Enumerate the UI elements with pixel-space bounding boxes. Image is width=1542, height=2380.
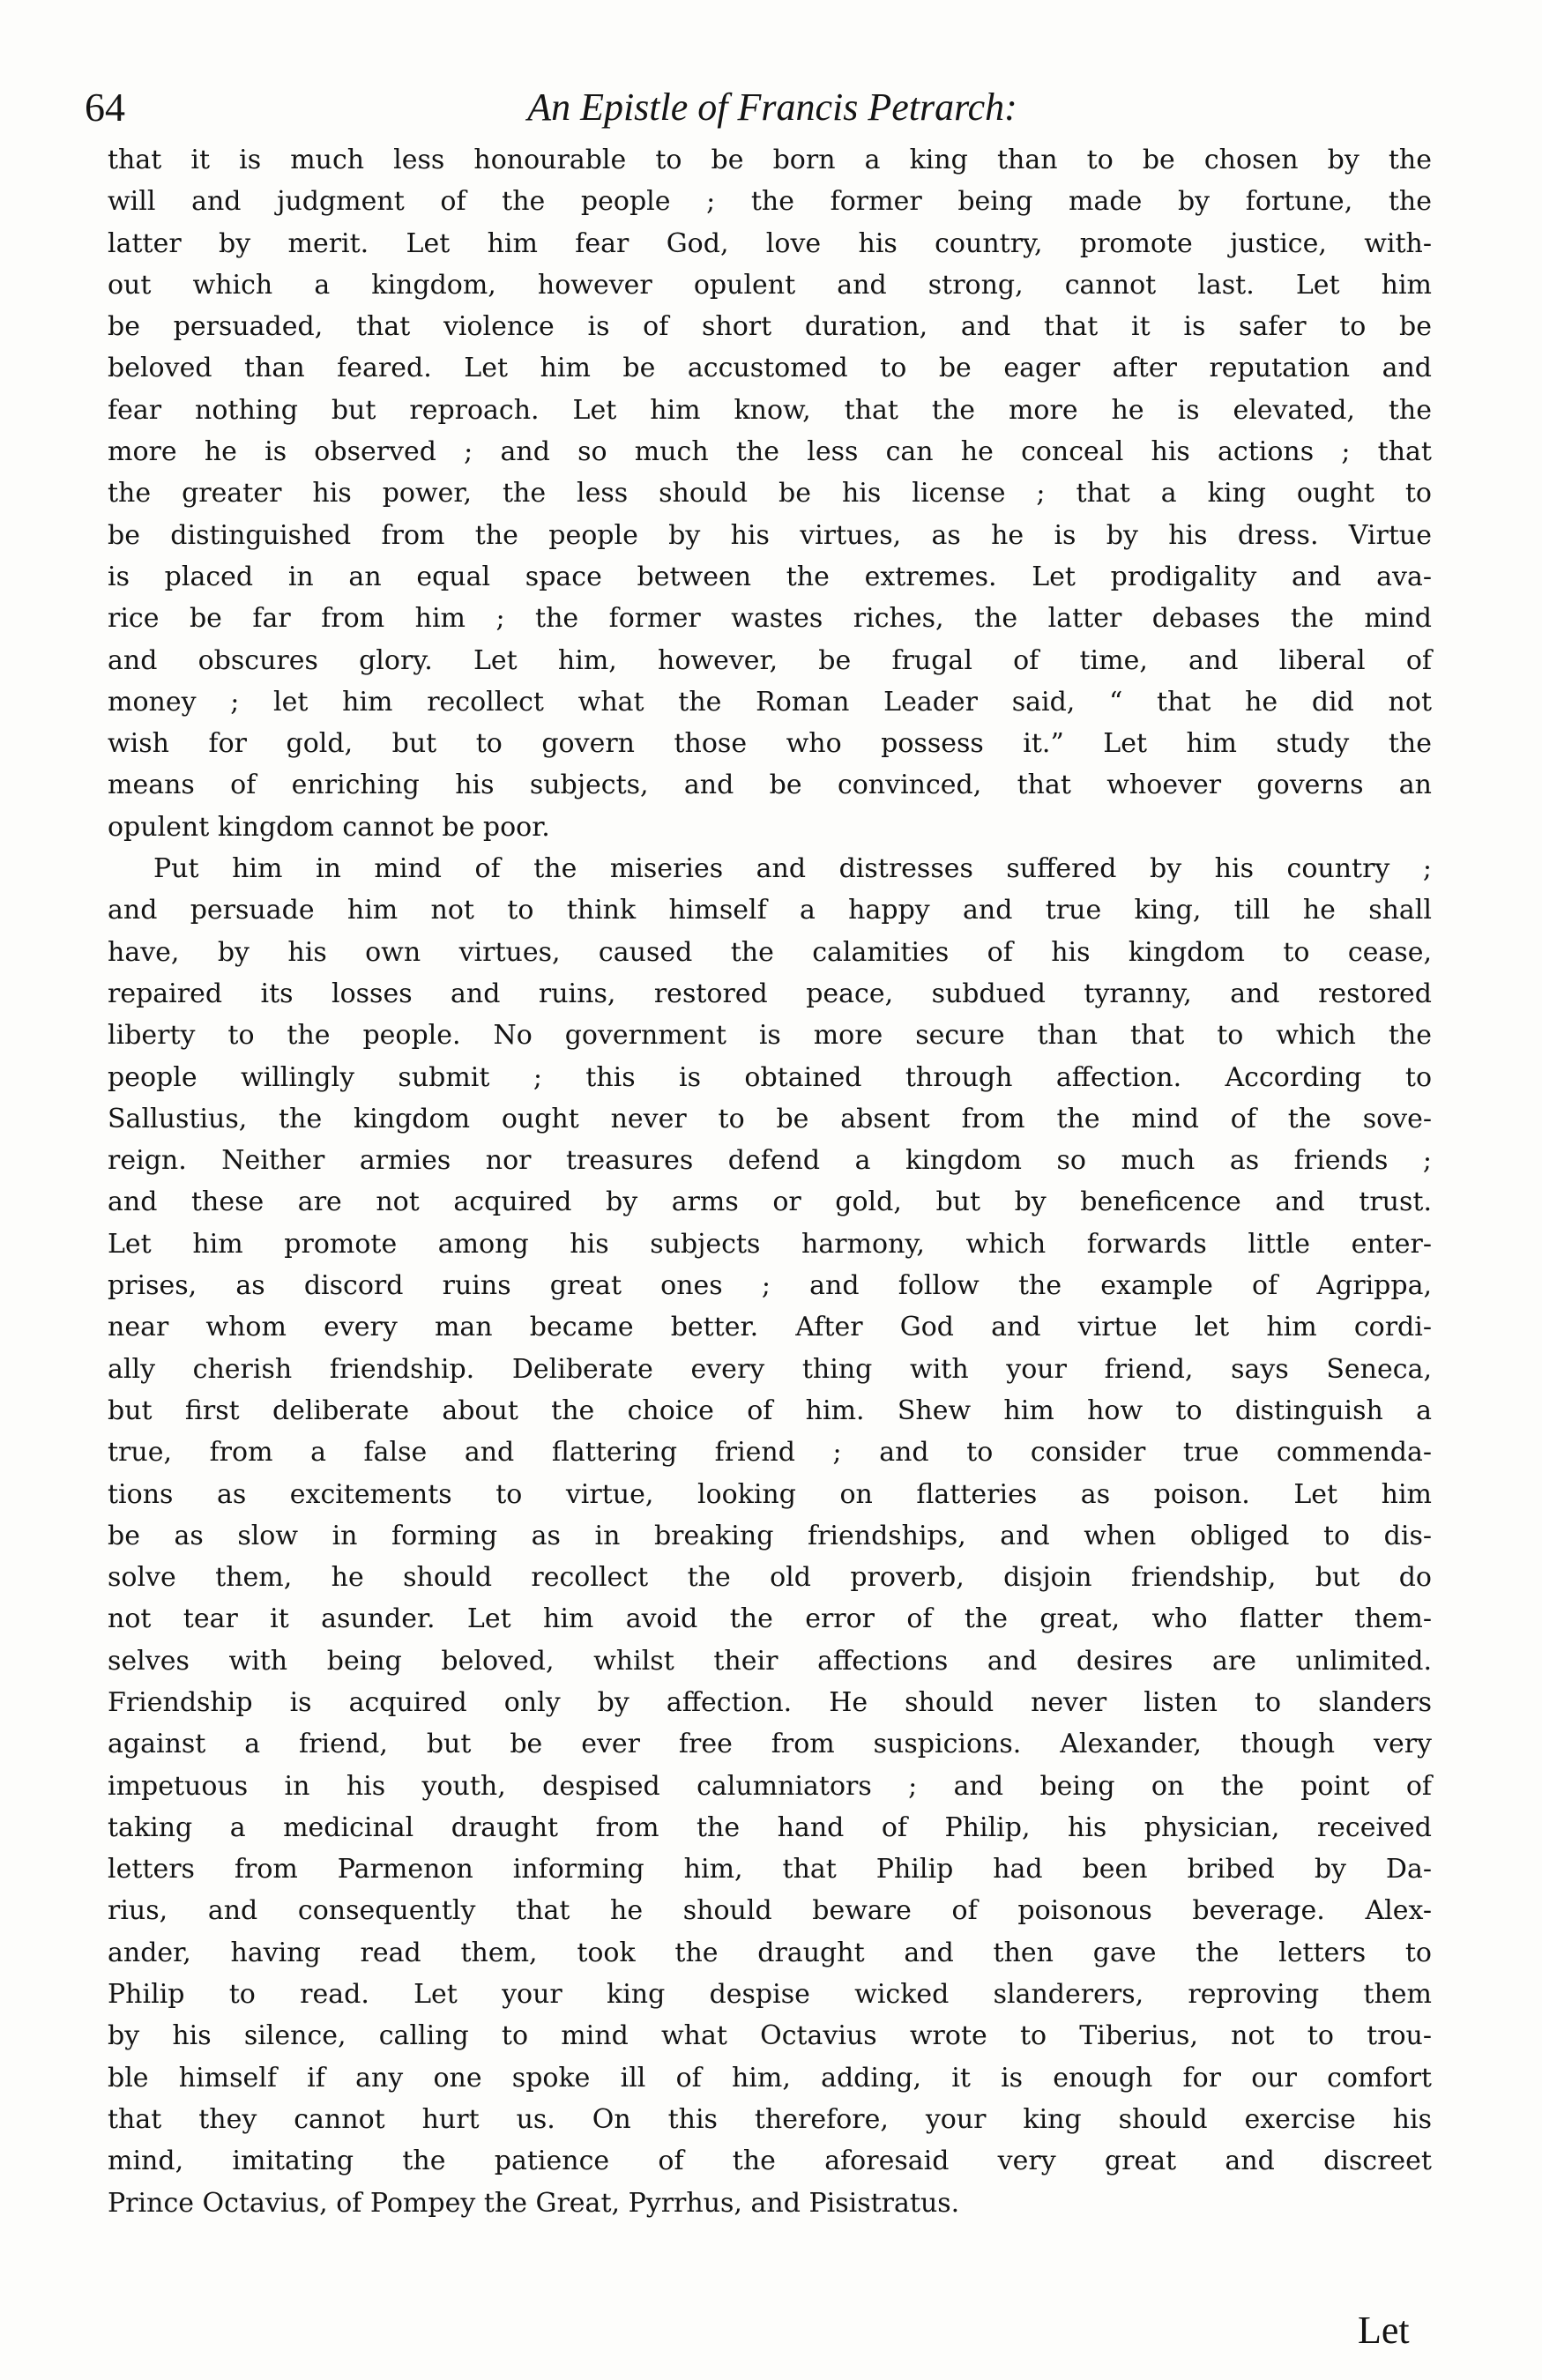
text-line: that they cannot hurt us. On this therefore, your king should exercise his [108,2103,1432,2135]
text-line: beloved than feared. Let him be accustomed to be eager after reputation and [108,353,1432,384]
text-line: ally cherish friendship. Deliberate every thing with your friend, says Seneca, [108,1353,1432,1385]
text-line: out which a kingdom, however opulent and strong, cannot last. Let him [108,269,1432,301]
text-line: money ; let him recollect what the Roman Leader said, “ that he did not [108,686,1432,718]
text-line: against a friend, but be ever free from suspicions. Alexander, though very [108,1729,1432,1760]
text-line: Philip to read. Let your king despise wicked slanderers, reproving them [108,1979,1432,2011]
text-line: ble himself if any one spoke ill of him, adding, it is enough for our comfort [108,2062,1432,2094]
text-line: be as slow in forming as in breaking friendships, and when obliged to dis- [108,1520,1432,1551]
text-line: prises, as discord ruins great ones ; and follow the example of Agrippa, [108,1270,1432,1302]
text-line: tions as excitements to virtue, looking on flatteries as poison. Let him [108,1478,1432,1510]
text-line: selves with being beloved, whilst their affections and desires are unlimited. [108,1645,1432,1677]
body-text [108,139,1432,2224]
text-line: taking a medicinal draught from the hand of Philip, his physician, received [108,1811,1432,1843]
running-title: An Epistle of Francis Petrarch: [527,86,1017,129]
text-line: rius, and consequently that he should beware of poisonous beverage. Alex- [108,1895,1432,1927]
text-line: solve them, he should recollect the old proverb, disjoin friendship, but do [108,1562,1432,1594]
text-line: ander, having read them, took the draught and then gave the letters to [108,1937,1432,1968]
text-line: means of enriching his subjects, and be convinced, that whoever governs an [108,770,1432,801]
text-line: will and judgment of the people ; the former being made by fortune, the [108,186,1432,218]
text-line: impetuous in his youth, despised calumniators ; and being on the point of [108,1770,1432,1802]
text-line: Let him promote among his subjects harmony, which forwards little enter- [108,1228,1432,1260]
text-line: be distinguished from the people by his virtues, as he is by his dress. Virtue [108,519,1432,551]
text-line: Prince Octavius, of Pompey the Great, Pyrrhus, and Pisistratus. [108,2187,960,2219]
text-line: and persuade him not to think himself a happy and true king, till he shall [108,895,1432,926]
text-line: mind, imitating the patience of the aforesaid very great and discreet [108,2146,1432,2177]
text-line: be persuaded, that violence is of short duration, and that it is safer to be [108,311,1432,343]
text-line: people willingly submit ; this is obtained through affection. According to [108,1061,1432,1093]
text-line: rice be far from him ; the former wastes riches, the latter debases the mind [108,603,1432,635]
text-line: by his silence, calling to mind what Octavius wrote to Tiberius, not to trou- [108,2020,1432,2052]
text-line: Sallustius, the kingdom ought never to be absent from the mind of the sove- [108,1103,1432,1134]
text-line: is placed in an equal space between the extremes. Let prodigality and ava- [108,561,1432,592]
text-line: wish for gold, but to govern those who possess it.” Let him study the [108,728,1432,760]
text-line: letters from Parmenon informing him, that Philip had been bribed by Da- [108,1854,1432,1885]
paragraph-1 [108,139,1432,848]
paragraph-2 [108,848,1432,2224]
catchword: Let [1358,2309,1410,2352]
page-number: 64 [85,85,125,130]
page-header [85,81,1460,134]
text-line: latter by merit. Let him fear God, love his country, promote justice, with- [108,227,1432,259]
text-line: have, by his own virtues, caused the calamities of his kingdom to cease, [108,936,1432,968]
text-line: repaired its losses and ruins, restored peace, subdued tyranny, and restored [108,978,1432,1009]
text-line: opulent kingdom cannot be poor. [108,811,550,843]
text-line: liberty to the people. No government is more secure than that to which the [108,1020,1432,1052]
text-line: the greater his power, the less should be his license ; that a king ought to [108,478,1432,509]
text-line: and obscures glory. Let him, however, be frugal of time, and liberal of [108,644,1432,676]
text-line: Put him in mind of the miseries and distresses suffered by his country ; [153,853,1432,885]
text-line: reign. Neither armies nor treasures defend a kingdom so much as friends ; [108,1145,1432,1177]
text-line: more he is observed ; and so much the less can he conceal his actions ; that [108,436,1432,468]
text-line: but first deliberate about the choice of him. Shew him how to distinguish a [108,1395,1432,1426]
text-line: and these are not acquired by arms or gold, but by beneficence and trust. [108,1186,1432,1218]
text-line: not tear it asunder. Let him avoid the error of the great, who flatter them- [108,1603,1432,1635]
text-line: Friendship is acquired only by affection. He should never listen to slanders [108,1686,1432,1718]
text-line: that it is much less honourable to be born a king than to be chosen by the [108,145,1432,175]
text-line: fear nothing but reproach. Let him know, that the more he is elevated, the [108,394,1432,426]
text-line: true, from a false and flattering friend ; and to consider true commenda- [108,1437,1432,1469]
text-line: near whom every man became better. After God and virtue let him cordi- [108,1312,1432,1343]
